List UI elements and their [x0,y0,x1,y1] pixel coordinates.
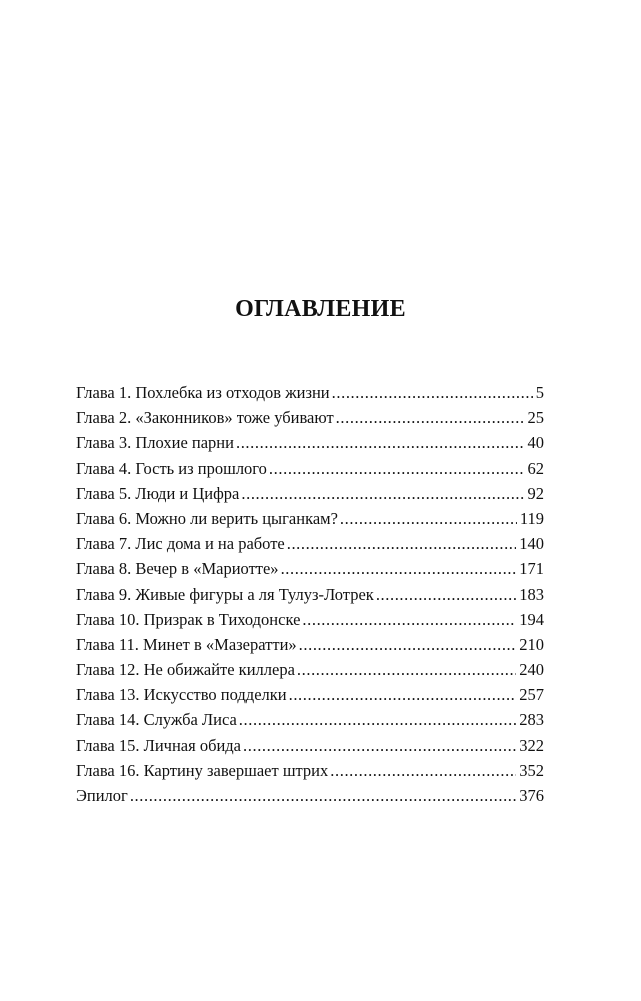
toc-entry-title: Глава 13. Искусство подделки [76,685,287,705]
toc-entry-title: Глава 14. Служба Лиса [76,710,237,730]
table-of-contents [76,383,544,811]
toc-leader-dots [302,610,516,630]
page-title: ОГЛАВЛЕНИЕ [235,296,406,322]
toc-entry-page-number: 183 [519,584,544,604]
toc-leader-dots [340,509,517,529]
toc-leader-dots [336,408,525,428]
toc-entry [76,433,544,458]
toc-leader-dots [376,585,516,605]
toc-entry [76,610,544,635]
toc-entry-title: Глава 8. Вечер в «Мариотте» [76,559,279,579]
toc-entry-page-number: 283 [519,710,544,730]
toc-entry [76,383,544,408]
toc-entry [76,509,544,534]
toc-entry [76,635,544,660]
toc-entry-page-number: 62 [527,458,544,478]
toc-entry-title: Глава 5. Люди и Цифра [76,483,240,503]
toc-entry-page-number: 171 [519,559,544,579]
toc-entry [76,459,544,484]
toc-leader-dots [330,761,516,781]
toc-entry-page-number: 25 [527,408,544,428]
toc-entry-title: Глава 7. Лис дома и на работе [76,534,285,554]
toc-entry-title: Глава 11. Минет в «Мазератти» [76,634,297,654]
toc-entry-title: Глава 9. Живые фигуры а ля Тулуз-Лотрек [76,584,374,604]
toc-entry-page-number: 119 [519,508,544,528]
toc-entry [76,660,544,685]
toc-entry-page-number: 194 [519,609,544,629]
toc-leader-dots [243,736,516,756]
toc-entry [76,408,544,433]
toc-entry [76,736,544,761]
toc-entry-title: Глава 2. «Законников» тоже убивают [76,408,334,428]
toc-leader-dots [239,710,516,730]
toc-leader-dots [241,484,524,504]
toc-leader-dots [289,685,517,705]
toc-entry-title: Глава 6. Можно ли верить цыганкам? [76,508,338,528]
toc-leader-dots [281,559,517,579]
toc-leader-dots [299,635,517,655]
toc-leader-dots [269,459,525,479]
toc-entry-title: Глава 10. Призрак в Тиходонске [76,609,301,629]
toc-entry-page-number: 40 [527,433,544,453]
toc-entry-page-number: 352 [519,760,544,780]
toc-entry [76,786,544,811]
toc-entry [76,761,544,786]
toc-entry-title: Глава 1. Похлебка из отходов жизни [76,383,330,402]
toc-entry-page-number: 5 [535,383,544,402]
toc-entry-page-number: 322 [519,735,544,755]
toc-entry-page-number: 210 [519,634,544,654]
toc-leader-dots [130,786,516,806]
toc-leader-dots [236,433,525,453]
toc-entry [76,710,544,735]
toc-entry-page-number: 240 [519,660,544,680]
toc-entry [76,534,544,559]
toc-entry-title: Эпилог [76,786,128,805]
toc-entry-page-number: 376 [519,786,544,805]
toc-entry [76,585,544,610]
toc-entry-title: Глава 16. Картину завершает штрих [76,760,329,780]
toc-leader-dots [297,660,516,680]
toc-entry-title: Глава 12. Не обижайте киллера [76,660,295,680]
toc-leader-dots [332,383,533,403]
toc-entry [76,685,544,710]
toc-entry-title: Глава 15. Личная обида [76,735,242,755]
toc-leader-dots [287,534,517,554]
toc-entry-page-number: 257 [519,685,544,705]
toc-entry [76,484,544,509]
toc-entry-title: Глава 3. Плохие парни [76,433,234,453]
toc-entry [76,559,544,584]
toc-entry-page-number: 140 [519,534,544,554]
toc-entry-page-number: 92 [527,483,544,503]
toc-entry-title: Глава 4. Гость из прошлого [76,458,267,478]
